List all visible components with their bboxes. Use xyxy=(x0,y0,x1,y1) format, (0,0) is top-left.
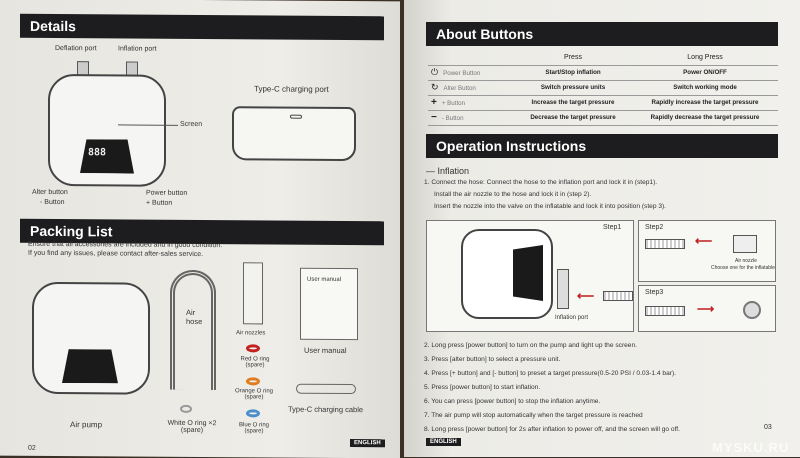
instruction-2: 2. Long press [power button] to turn on the pump and light up the screen. xyxy=(424,342,637,349)
row-name: Power Button xyxy=(443,70,481,77)
orange-ring-icon xyxy=(246,377,260,385)
inflation-port-label: Inflation port xyxy=(555,315,589,321)
screen-label: Screen xyxy=(180,120,203,129)
step1-label: Step1 xyxy=(603,224,622,231)
table-row xyxy=(428,65,778,80)
step3-box xyxy=(638,285,776,332)
instruction-5: 5. Press [power button] to start inflation. xyxy=(424,384,541,391)
row-long: Rapidly decrease the target pressure xyxy=(632,110,778,125)
power-button-label: Power button xyxy=(146,189,188,197)
row-name: - Button xyxy=(441,115,464,122)
user-manual-label: User manual xyxy=(304,345,347,356)
air-hose-label: Air hose xyxy=(186,307,203,327)
inflation-heading-text: Inflation xyxy=(437,166,470,176)
blue-ring-icon xyxy=(246,409,260,417)
step2-box xyxy=(638,220,776,282)
arrow-right-icon: ⟶ xyxy=(697,302,715,316)
user-manual-box-label: User manual xyxy=(307,276,342,283)
white-ring-icon xyxy=(180,405,192,413)
table-row xyxy=(428,95,778,110)
nozzle-icon xyxy=(733,235,757,253)
col-press: Press xyxy=(514,50,632,65)
step1-text-b: Install the air nozzle to the hose and lock it in (step 2). xyxy=(434,191,592,198)
pump-side-illustration xyxy=(232,106,356,161)
air-nozzle-label: Air nozzle xyxy=(735,258,757,264)
instruction-7: 7. The air pump will stop automatically when the target pressure is reached xyxy=(424,412,643,419)
plus-icon: + xyxy=(431,97,437,108)
about-title: About Buttons xyxy=(426,22,778,46)
row-press: Start/Stop inflation xyxy=(514,65,632,80)
page-number: 03 xyxy=(764,424,772,431)
packing-note-1: Ensure that all accessories are included and in good condition. xyxy=(28,240,223,250)
alter-button-label: Alter button xyxy=(32,188,68,197)
buttons-table xyxy=(428,50,778,126)
step1-box xyxy=(426,220,634,332)
arrow-left-icon: ⟵ xyxy=(695,234,713,248)
instruction-6: 6. You can press [power button] to stop the inflation anytime. xyxy=(424,398,601,405)
choose-one-label: Choose one for the inflatable xyxy=(711,265,775,271)
page-number: 02 xyxy=(28,444,36,452)
row-press: Switch pressure units xyxy=(514,80,632,95)
valve-icon xyxy=(743,301,761,319)
instruction-8: 8. Long press [power button] for 2s after inflation to power off, and the screen will go off. xyxy=(424,426,680,433)
minus-button-label: - Button xyxy=(40,198,65,207)
white-ring-label: White O ring ×2 (spare) xyxy=(167,419,217,435)
watermark: MYSKU.RU xyxy=(712,440,790,455)
row-long: Power ON/OFF xyxy=(632,65,778,80)
language-tag: ENGLISH xyxy=(426,438,461,446)
air-nozzles-illustration xyxy=(243,262,263,324)
row-long: Switch working mode xyxy=(632,80,778,95)
table-row xyxy=(428,80,778,95)
blue-ring-label: Blue O ring (spare) xyxy=(238,422,269,435)
inflation-heading: — Inflation xyxy=(426,166,470,176)
step2-label: Step2 xyxy=(645,224,664,231)
deflation-port-label: Deflation port xyxy=(55,44,97,53)
minus-icon: − xyxy=(431,112,437,123)
packing-note-2: If you find any issues, please contact after-sales service. xyxy=(28,249,204,259)
red-ring-icon xyxy=(246,344,260,352)
col-long-press: Long Press xyxy=(632,50,778,65)
plus-button-label: + Button xyxy=(146,199,173,207)
power-icon: ⏻ xyxy=(431,67,439,77)
row-press: Increase the target pressure xyxy=(514,95,632,110)
row-name: + Button xyxy=(441,100,466,107)
red-ring-label: Red O ring (spare) xyxy=(240,356,270,369)
instruction-4: 4. Press [+ button] and [- button] to preset a target pressure(0.5-20 PSI / 0.03-1.4 bar). xyxy=(424,370,676,377)
row-name: Alter Button xyxy=(443,85,476,92)
inflation-port-label: Inflation port xyxy=(118,45,157,53)
screen-digits: 888 xyxy=(88,147,107,159)
row-long: Rapidly increase the target pressure xyxy=(632,95,778,110)
user-manual-illustration xyxy=(300,268,358,340)
step3-label: Step3 xyxy=(645,289,664,296)
orange-ring-label: Orange O ring (spare) xyxy=(234,388,274,401)
right-page xyxy=(404,0,800,457)
details-title: Details xyxy=(20,14,384,41)
step1-text-a: 1. Connect the hose: Connect the hose to the inflation port and lock it in (step1). xyxy=(424,179,658,186)
table-row xyxy=(428,110,778,125)
air-hose-illustration xyxy=(170,270,216,390)
arrow-left-icon: ⟵ xyxy=(577,289,595,303)
operation-title: Operation Instructions xyxy=(426,134,778,158)
typec-cable-illustration xyxy=(296,384,356,394)
air-nozzles-label: Air nozzles xyxy=(236,330,266,337)
row-press: Decrease the target pressure xyxy=(514,110,632,125)
step1-text-c: Insert the nozzle into the valve on the inflatable and lock it into position (step 3). xyxy=(434,203,667,210)
typec-cable-label: Type-C charging cable xyxy=(288,404,364,415)
packing-title: Packing List xyxy=(20,219,384,246)
air-pump-label: Air pump xyxy=(70,420,103,430)
typec-port-label: Type-C charging port xyxy=(254,84,329,94)
alter-icon: ↻ xyxy=(431,82,439,92)
language-tag: ENGLISH xyxy=(350,439,385,447)
instruction-3: 3. Press [alter button] to select a pressure unit. xyxy=(424,356,561,363)
